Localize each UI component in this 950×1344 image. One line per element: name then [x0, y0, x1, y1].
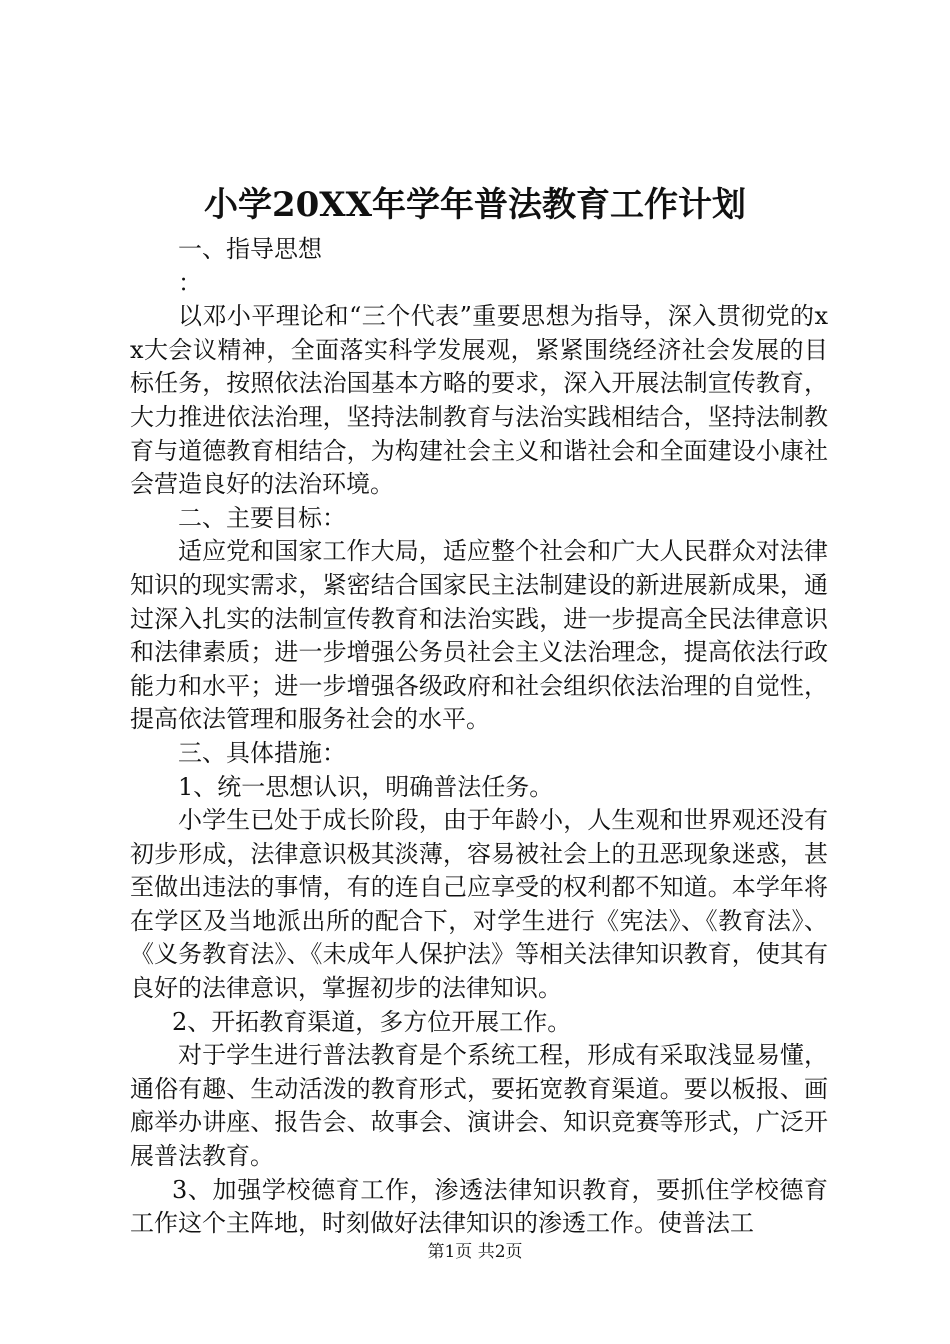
page-footer: 第1页 共2页	[427, 1242, 523, 1262]
paragraph-measure-1: 小学生已处于成长阶段，由于年龄小，人生观和世界观还没有初步形成，法律意识极其淡薄，容易被社会上的丑恶现象迷惑，甚至做出违法的事情，有的连自己应享受的权利都不知道。本学年将在学区及当地派出所的配合下，对学生进行《宪法》、《教育法》、《义务教育法》、《未成年人保护法》等相关法律知识教育，使其有良好的法律意识，掌握初步的法律知识。	[130, 806, 828, 1003]
measure-heading-2: 2、开拓教育渠道，多方位开展工作。	[172, 1007, 572, 1036]
stray-colon: ：	[178, 268, 202, 297]
measure-heading-1: 1、统一思想认识，明确普法任务。	[178, 772, 554, 801]
paragraph-main-goals: 适应党和国家工作大局，适应整个社会和广大人民群众对法律知识的现实需求，紧密结合国家民主法制建设的新进展新成果，通过深入扎实的法制宣传教育和法治实践，进一步提高全民法律意识和法律素质；进一步增强公务员社会主义法治理念，提高依法行政能力和水平；进一步增强各级政府和社会组织依法治理的自觉性，提高依法管理和服务社会的水平。	[130, 537, 828, 734]
measure-heading-3: 3、加强学校德育工作，渗透法律知识教育，要抓住学校德育工作这个主阵地，时刻做好法律知识的渗透工作。使普法工	[130, 1175, 828, 1238]
section-heading-guiding-ideology: 一、指导思想	[178, 235, 322, 263]
section-heading-measures: 三、具体措施：	[178, 738, 346, 767]
section-heading-main-goals: 二、主要目标：	[178, 503, 346, 532]
document-body	[130, 233, 828, 1241]
document-title: 小学20XX年学年普法教育工作计划	[203, 185, 747, 225]
paragraph-measure-2: 对于学生进行普法教育是个系统工程，形成有采取浅显易懂，通俗有趣、生动活泼的教育形式，要拓宽教育渠道。要以板报、画廊举办讲座、报告会、故事会、演讲会、知识竞赛等形式，广泛开展普法教育。	[130, 1041, 828, 1171]
paragraph-guiding-ideology: 以邓小平理论和“三个代表”重要思想为指导，深入贯彻党的xx大会议精神，全面落实科学发展观，紧紧围绕经济社会发展的目标任务，按照依法治国基本方略的要求，深入开展法制宣传教育，大力推进依法治理，坚持法制教育与法治实践相结合，坚持法制教育与道德教育相结合，为构建社会主义和谐社会和全面建设小康社会营造良好的法治环境。	[130, 302, 828, 499]
